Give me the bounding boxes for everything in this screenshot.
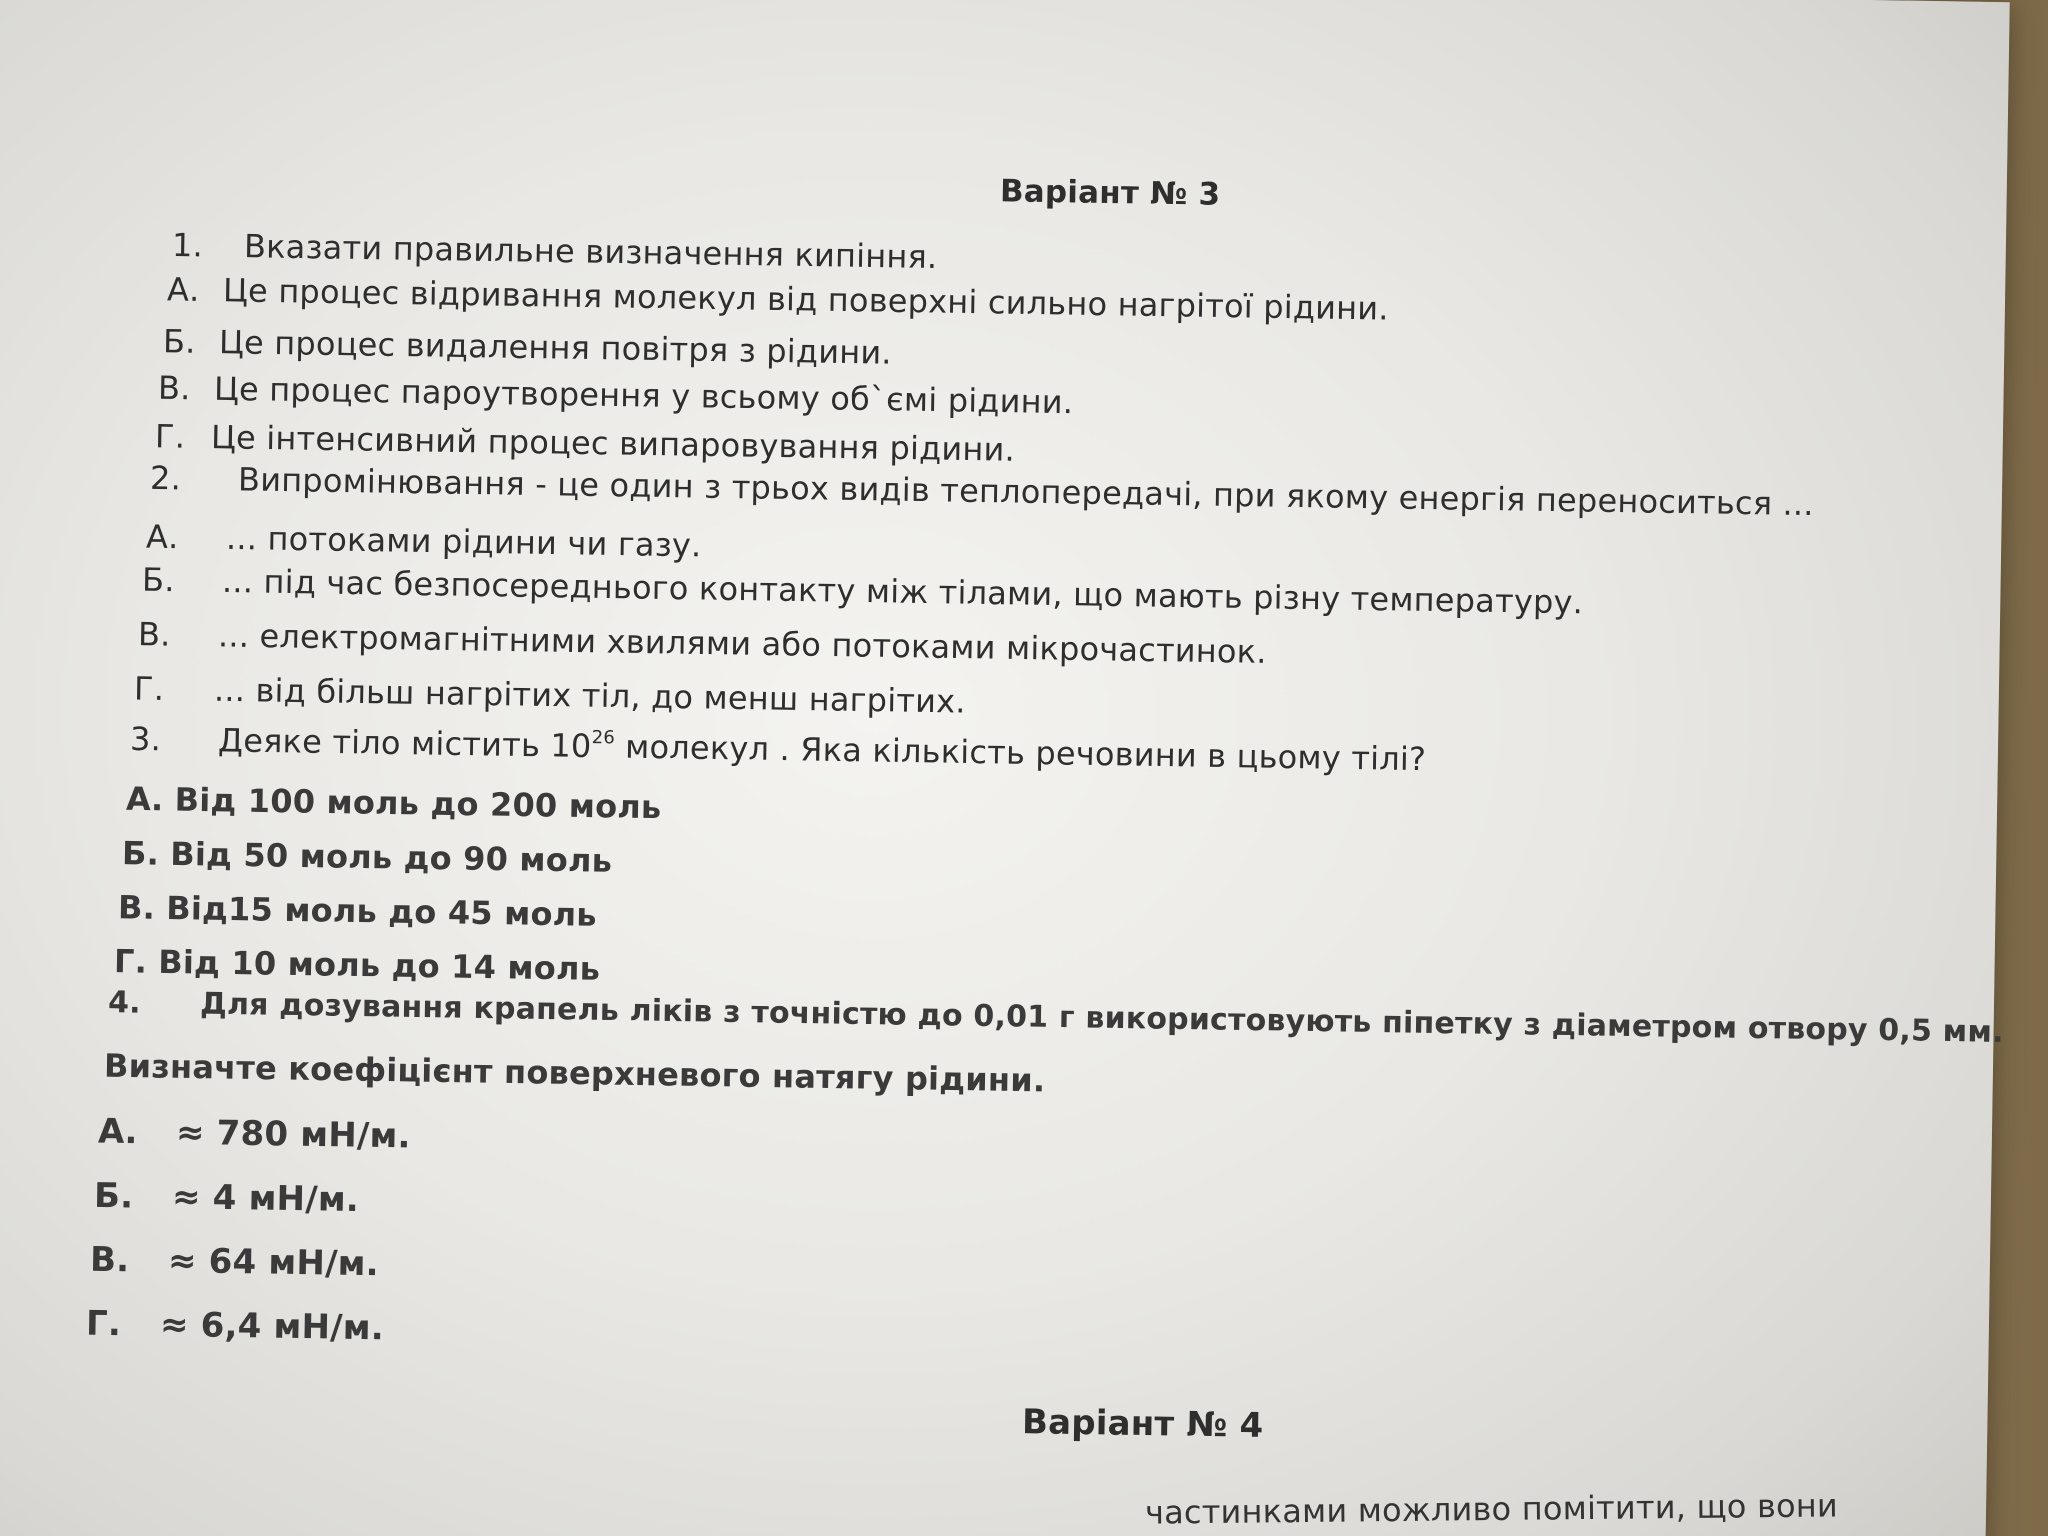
question-3-option-d: Г. Від 10 моль до 14 моль (113, 942, 601, 988)
question-text-line-1: Для дозування крапель ліків з точністю до 0,01 г використовують піпетку з діаметром отвору 0,5 мм. (199, 986, 2005, 1050)
variant-3-title: Варіант № 3 (999, 173, 1221, 213)
option-text: ≈ 780 мН/м. (175, 1112, 412, 1157)
question-3-option-b: Б. Від 50 моль до 90 моль (121, 834, 613, 880)
variant-4-partial-line: частинками можливо помітити, що вони (1144, 1486, 1839, 1532)
question-text-start: Деяке тіло містить 10 (217, 721, 592, 766)
option-label: В. (89, 1239, 130, 1281)
question-4-option-c (90, 1240, 379, 1285)
question-3-option-a: А. Від 100 моль до 200 моль (125, 779, 662, 827)
option-text: ... електромагнітними хвилями або потоками мікрочастинок. (217, 616, 1267, 671)
option-label: А. (145, 517, 179, 557)
option-label: Б. (141, 560, 175, 600)
option-label: А. (166, 270, 200, 309)
question-4-option-d (86, 1304, 385, 1349)
option-text: ... від більш нагрітих тіл, до менш нагрітих. (213, 670, 966, 721)
option-label: Б. (162, 322, 196, 361)
question-number: 3. (129, 719, 162, 759)
option-text: ... під час безпосереднього контакту між тілами, що мають різну температуру. (221, 561, 1584, 622)
option-text: ... потоками рідини чи газу. (225, 518, 702, 565)
question-4-line-2: Визначте коефіцієнт поверхневого натягу рідини. (103, 1046, 1046, 1100)
variant-4-title: Варіант № 4 (1021, 1402, 1264, 1446)
question-text: Вказати правильне визначення кипіння. (243, 227, 938, 277)
question-number: 1. (171, 225, 204, 265)
question-number: 2. (149, 458, 182, 498)
option-label: Г. (85, 1303, 122, 1345)
option-text: Це процес відривання молекул від поверхні сильно нагрітої рідини. (222, 271, 1389, 328)
option-label: В. (157, 368, 191, 408)
option-text: ≈ 6,4 мН/м. (159, 1304, 385, 1349)
exponent: 26 (591, 727, 616, 749)
question-4-option-a (98, 1112, 411, 1157)
option-text: Це процес пароутворення у всьому об`ємі рідини. (213, 369, 1074, 422)
question-3-option-c: В. Від15 моль до 45 моль (117, 888, 598, 934)
option-label: В. (137, 615, 171, 654)
option-label: Г. (133, 669, 165, 708)
option-text: Це процес видалення повітря з рідини. (218, 323, 893, 372)
option-label: Б. (93, 1175, 134, 1217)
option-label: А. (97, 1111, 138, 1153)
question-4-option-b (94, 1176, 360, 1220)
option-label: Г. (154, 417, 186, 456)
question-text: Випромінювання - це один з трьох видів теплопередачі, при якому енергія переноситься ... (237, 460, 1814, 524)
option-text: ≈ 64 мН/м. (167, 1240, 380, 1285)
question-number: 4. (107, 985, 142, 1021)
option-text: Це інтенсивний процес випаровування рідини. (210, 418, 1016, 469)
option-text: ≈ 4 мН/м. (171, 1177, 360, 1221)
question-text-end: молекул . Яка кількість речовини в цьому тілі? (614, 727, 1427, 779)
